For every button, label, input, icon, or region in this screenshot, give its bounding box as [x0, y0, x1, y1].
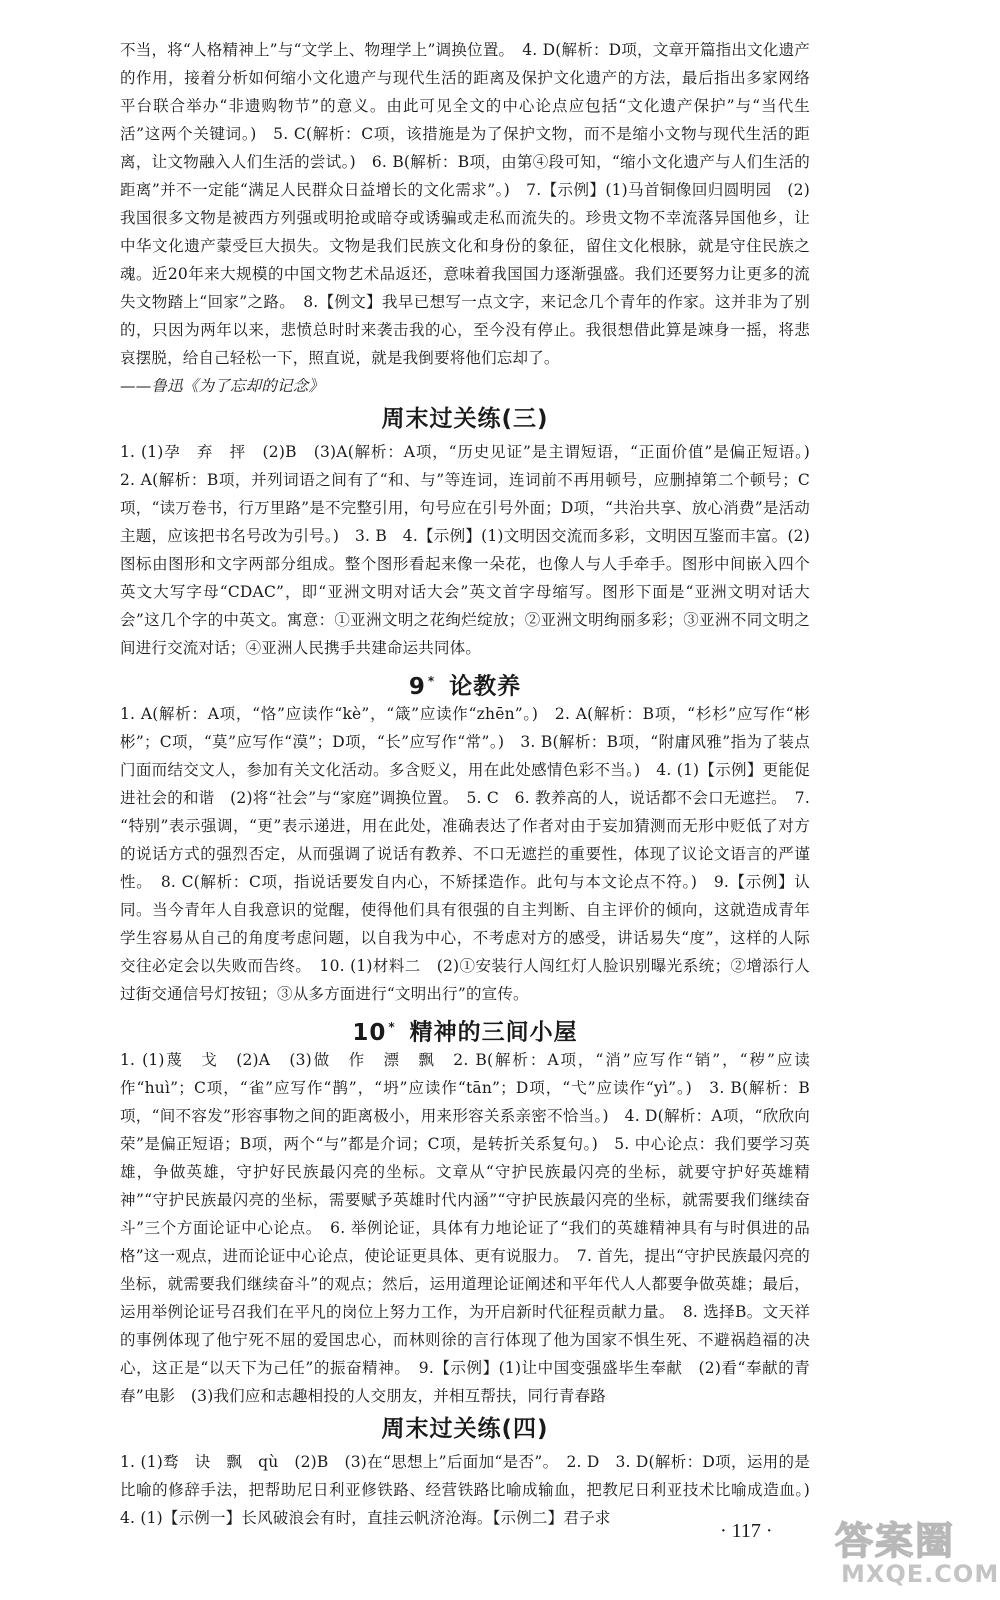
lesson-number: 9	[408, 673, 426, 700]
section-answers: 1. (1)骛 诀 飘 qù (2)B (3)在“思想上”后面加“是否”。 2. D 3. D(解析：D项，运用的是比喻的修辞手法，把帮助尼日利亚修铁路、经营铁路比喻成输血，把教尼日利亚技术比喻成造血。) 4. (1)【示例一】长风破浪会有时，直挂云帆济沧海。【示例二】君子求	[120, 1453, 826, 1527]
watermark-text: 答案圈	[835, 1519, 956, 1563]
section-answers: 1. (1)蔑 戈 (2)A (3)做 作 漂 飘 2. B(解析：A项，“消”应写作“销”，“秽”应读作“huì”；C项，“雀”应写作“鹊”，“坍”应读作“tān”；D项，“弋”应读作“yì”。) 3. B(解析：B项，“间不容发”形容事物之间的距离极小，用来形容关系亲密不恰当。) 4. D(解析：A项，“欣欣向荣”是偏正短语；B项，两个“与”都是介词；C项，是转折关系复句。) 5. 中心论点：我们要学习英雄，争做英雄，守护好民族最闪亮的坐标。文章从“守护民族最闪亮的坐标，就要守护好英雄精神”“守护民族最闪亮的坐标，需要赋予英雄时代内涵”“守护民族最闪亮的坐标，就需要我们继续奋斗”三个方面论证中心论点。 6. 举例论证，具体有力地论证了“我们的英雄精神具有与时俱进的品格”这一观点，进而论证中心论点，使论证更具体、更有说服力。 7. 首先，提出“守护民族最闪亮的坐标，就需要我们继续奋斗”的观点；然后，运用道理论证阐述和平年代人人都要争做英雄；最后，运用举例论证号召我们在平凡的岗位上努力工作，为开启新时代征程贡献力量。 8. 选择B。文天祥的事例体现了他宁死不屈的爱国忠心，而林则徐的言行体现了他为国家不惧生死、不避祸趋福的决心，这正是“以天下为己任”的振奋精神。 9.【示例】(1)让中国变强盛毕生奉献 (2)看“奉献的青春”电影 (3)我们应和志趣相投的人交朋友，并相互帮扶，同行青春路	[120, 1051, 810, 1405]
section-weekend-practice-4	[120, 1410, 826, 1532]
section-title	[120, 662, 810, 700]
optional-mark: *	[388, 1020, 396, 1034]
watermark-url: MXQE.COM	[841, 1560, 1000, 1588]
quote-source: ——鲁迅《为了忘却的记念》	[120, 377, 325, 395]
answer-page	[120, 36, 826, 1532]
section-answers: 1. A(解析：A项，“恪”应读作“kè”，“箴”应读作“zhēn”。) 2. A(解析：B项，“杉杉”应写作“彬彬”；C项，“莫”应写作“漠”；D项，“长”应写作“常”。) 3. B(解析：B项，“附庸风雅”指为了装点门面而结交文人，参加有关文化活动。多含贬义，用在此处感情色彩不当。) 4. (1)【示例】更能促进社会的和谐 (2)将“社会”与“家庭”调换位置。 5. C 6. 教养高的人，说话都不会口无遮拦。 7. “特别”表示强调，“更”表示递进，用在此处，准确表达了作者对由于妄加猜测而无形中贬低了对方的说话方式的强烈否定，从而强调了说话有教养、不口无遮拦的重要性，体现了议论文语言的严谨性。 8. C(解析：C项，指说话要发自内心，不矫揉造作。此句与本文论点不符。) 9.【示例】认同。当今青年人自我意识的觉醒，使得他们具有很强的自主判断、自主评价的倾向，这就造成青年学生容易从自己的角度考虑问题，以自我为中心，不考虑对方的感受，讲话易失“度”，这样的人际交往必定会以失败而告终。 10. (1)材料二 (2)①安装行人闯红灯人脸识别曝光系统；②增添行人过街交通信号灯按钮；③从多方面进行“文明出行”的宣传。	[120, 705, 810, 1003]
watermark-logo	[835, 1510, 1000, 1590]
page-number: · 117 ·	[720, 1520, 773, 1542]
lesson-number: 10	[352, 1019, 387, 1046]
lesson-title: 精神的三间小屋	[409, 1019, 578, 1046]
section-title: 周末过关练(四)	[381, 1416, 549, 1442]
section-lesson-10	[120, 1008, 810, 1410]
section-weekend-practice-3	[120, 400, 826, 662]
section-title	[120, 1008, 810, 1046]
lesson-title: 论教养	[449, 673, 522, 700]
intro-block	[120, 36, 810, 400]
section-lesson-9	[120, 662, 810, 1008]
section-answers: 1. (1)孕 弃 抨 (2)B (3)A(解析：A项，“历史见证”是主谓短语，“正面价值”是偏正短语。) 2. A(解析：B项，并列词语之间有了“和、与”等连词，连词前不再用顿号，应删掉第二个顿号；C项，“读万卷书，行万里路”是不完整引用，句号应在引号外面；D项，“共治共享、放心消费”是活动主题，应该把书名号改为引号。) 3. B 4.【示例】(1)文明因交流而多彩，文明因互鉴而丰富。(2)图标由图形和文字两部分组成。整个图形看起来像一朵花，也像人与人手牵手。图形中间嵌入四个英文大写字母“CDAC”，即“亚洲文明对话大会”英文首字母缩写。图形下面是“亚洲文明对话大会”这几个字的中英文。寓意：①亚洲文明之花绚烂绽放；②亚洲文明绚丽多彩；③亚洲不同文明之间进行交流对话；④亚洲人民携手共建命运共同体。	[120, 443, 826, 657]
intro-paragraph: 不当，将“人格精神上”与“文学上、物理学上”调换位置。 4. D(解析：D项，文章开篇指出文化遗产的作用，接着分析如何缩小文化遗产与现代生活的距离及保护文化遗产的方法，最后指出多家网络平台联合举办“非遗购物节”的意义。由此可见全文的中心论点应包括“文化遗产保护”与“当代生活”这两个关键词。) 5. C(解析：C项，该措施是为了保护文物，而不是缩小文物与现代生活的距离，让文物融入人们生活的尝试。) 6. B(解析：B项，由第④段可知，“缩小文化遗产与人们生活的距离”并不一定能“满足人民群众日益增长的文化需求”。) 7.【示例】(1)马首铜像回归圆明园 (2)我国很多文物是被西方列强或明抢或暗夺或诱骗或走私而流失的。珍贵文物不幸流落异国他乡，让中华文化遗产蒙受巨大损失。文物是我们民族文化和身份的象征，留住文化根脉，就是守住民族之魂。近20年来大规模的中国文物艺术品返还，意味着我国国力逐渐强盛。我们还要努力让更多的流失文物踏上“回家”之路。 8.【例文】我早已想写一点文字，来记念几个青年的作家。这并非为了别的，只因为两年以来，悲愤总时时来袭击我的心，至今没有停止。我很想借此算是竦身一摇，将悲哀摆脱，给自己轻松一下，照直说，就是我倒要将他们忘却了。	[120, 41, 810, 367]
optional-mark: *	[427, 674, 436, 688]
section-title: 周末过关练(三)	[381, 406, 549, 432]
